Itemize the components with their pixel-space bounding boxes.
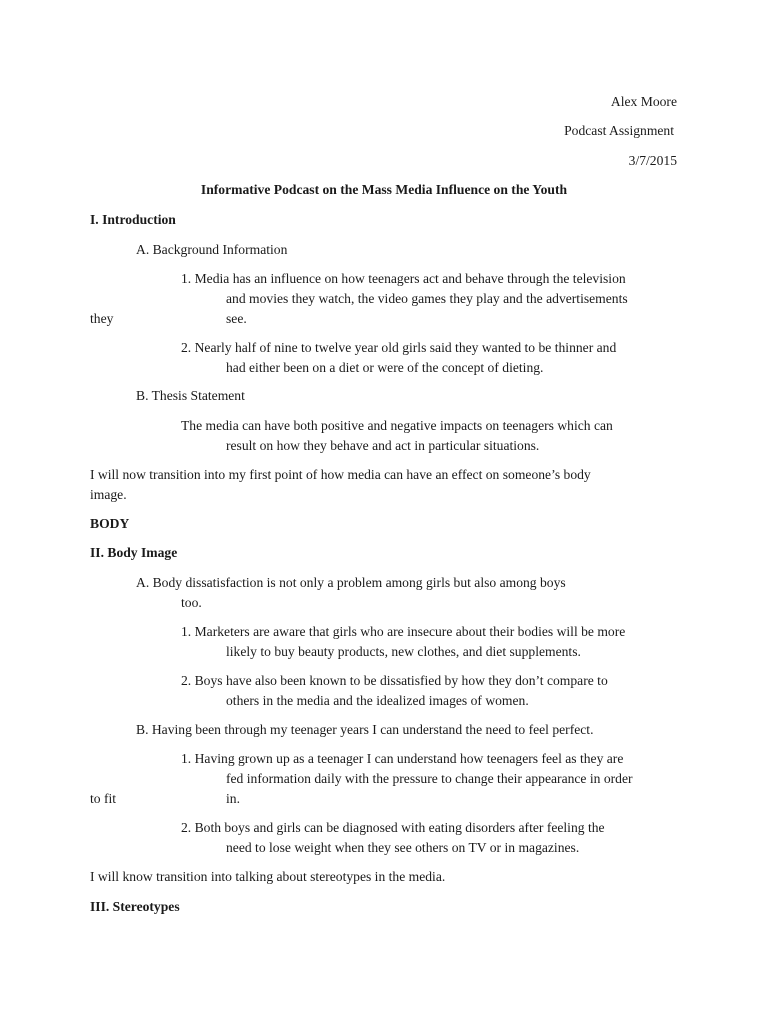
body-transition: I will know transition into talking about stereotypes in the media. — [90, 869, 446, 884]
intro-point-1-line-1: 1. Media has an influence on how teenagers act and behave through the television — [181, 271, 626, 286]
intro-point-1-line-3-left: they — [90, 311, 114, 326]
intro-point-2-line-1: 2. Nearly half of nine to twelve year old girls said they wanted to be thinner and — [181, 340, 617, 355]
intro-point-1-line-3-right: see. — [226, 311, 247, 326]
body-image-b1-line-1: 1. Having grown up as a teenager I can understand how teenagers feel as they are — [181, 751, 624, 766]
body-image-a-line-1: A. Body dissatisfaction is not only a problem among girls but also among boys — [136, 575, 566, 590]
document-title: Informative Podcast on the Mass Media Influence on the Youth — [200, 182, 568, 197]
background-info-label: A. Background Information — [136, 242, 288, 257]
thesis-line-1: The media can have both positive and negative impacts on teenagers which can — [181, 418, 613, 433]
intro-heading: I. Introduction — [90, 212, 176, 227]
body-image-b1-line-2: fed information daily with the pressure to change their appearance in order — [226, 771, 633, 786]
body-image-a-line-2: too. — [181, 595, 202, 610]
body-image-a2-line-2: others in the media and the idealized images of women. — [226, 693, 529, 708]
body-image-b-label: B. Having been through my teenager years I can understand the need to feel perfect. — [136, 722, 594, 737]
body-image-b1-line-3-right: in. — [226, 791, 240, 806]
body-image-b2-line-2: need to lose weight when they see others on TV or in magazines. — [226, 840, 580, 855]
assignment-name: Podcast Assignment — [564, 123, 674, 138]
intro-transition-line-1: I will now transition into my first point of how media can have an effect on someone’s body — [90, 467, 591, 482]
body-image-a1-line-2: likely to buy beauty products, new clothes, and diet supplements. — [226, 644, 581, 659]
body-image-heading: II. Body Image — [90, 545, 178, 560]
intro-point-1-line-2: and movies they watch, the video games they play and the advertisements — [226, 291, 628, 306]
thesis-label: B. Thesis Statement — [136, 388, 245, 403]
body-image-a1-line-1: 1. Marketers are aware that girls who are insecure about their bodies will be more — [181, 624, 626, 639]
body-image-b1-line-3-left: to fit — [90, 791, 117, 806]
intro-transition-line-2: image. — [90, 487, 127, 502]
stereotypes-heading: III. Stereotypes — [90, 899, 180, 914]
body-image-a2-line-1: 2. Boys have also been known to be dissatisfied by how they don’t compare to — [181, 673, 608, 688]
author-name: Alex Moore — [610, 94, 677, 109]
body-heading: BODY — [90, 516, 130, 531]
document-date: 3/7/2015 — [628, 153, 677, 168]
intro-point-2-line-2: had either been on a diet or were of the concept of dieting. — [226, 360, 544, 375]
body-image-b2-line-1: 2. Both boys and girls can be diagnosed with eating disorders after feeling the — [181, 820, 605, 835]
thesis-line-2: result on how they behave and act in particular situations. — [226, 438, 540, 453]
